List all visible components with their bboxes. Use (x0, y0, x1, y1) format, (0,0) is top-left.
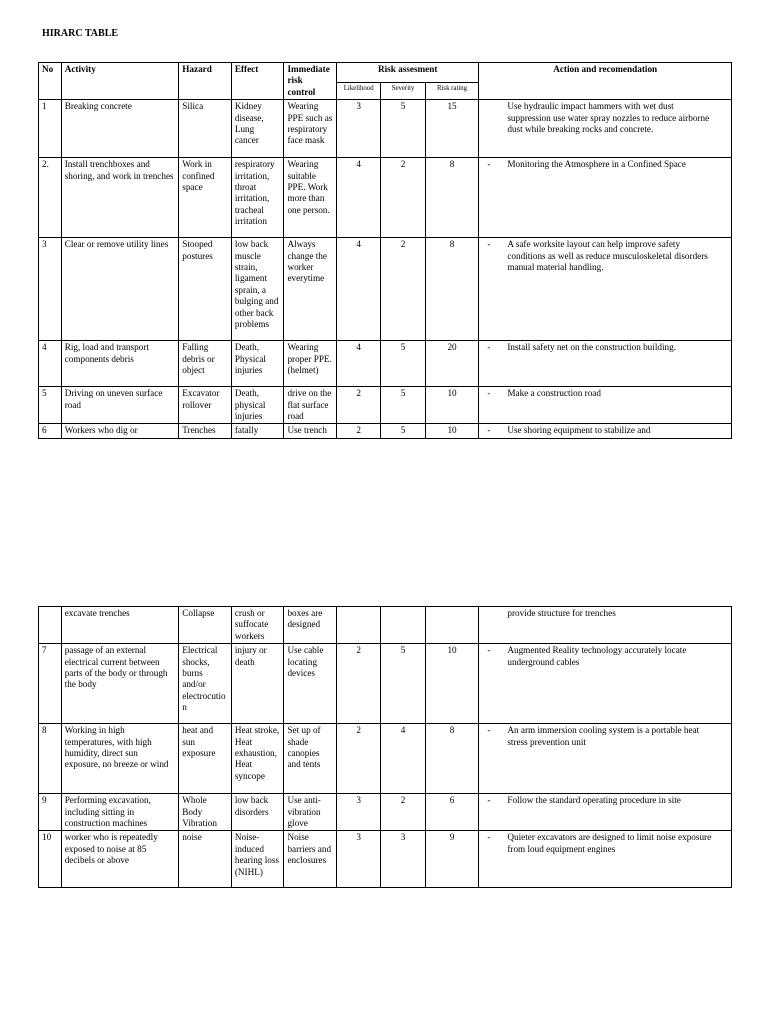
table-body-part2 (39, 607, 732, 888)
row-effect: Heat stroke, Heat exhaustion, Heat syncope (231, 724, 284, 794)
row-activity: Working in high temperatures, with high humidity, direct sun exposure, no breeze or wind (61, 724, 179, 794)
table-row (39, 341, 732, 387)
row-no: 6 (39, 424, 62, 438)
row-risk-rating: 9 (425, 831, 479, 888)
row-severity: 5 (381, 644, 425, 724)
header-risk-assessment: Risk assesment (337, 63, 479, 83)
row-severity: 5 (381, 341, 425, 387)
action-text: An arm immersion cooling system is a portable heat stress prevention unit (507, 725, 700, 747)
row-action (479, 794, 732, 831)
row-severity: 5 (381, 387, 425, 424)
row-no: 10 (39, 831, 62, 888)
row-activity: Install trenchboxes and shoring, and work in trenches (61, 158, 179, 238)
action-text: Follow the standard operating procedure in site (507, 795, 681, 806)
row-action (479, 424, 732, 438)
row-activity: Workers who dig or (61, 424, 179, 438)
row-likelihood: 2 (337, 644, 381, 724)
bullet-dash: - (487, 239, 491, 250)
bullet-dash: - (487, 645, 491, 656)
action-text: Make a construction road (507, 388, 601, 399)
row-effect: injury or death (231, 644, 284, 724)
bullet-dash: - (487, 725, 491, 736)
row-severity: 5 (381, 100, 425, 158)
header-severity: Severity (381, 82, 425, 99)
row-hazard: Whole Body Vibration (179, 794, 232, 831)
header-activity: Activity (61, 63, 179, 100)
row-control: Set up of shade canopies and tents (284, 724, 337, 794)
table-row (39, 387, 732, 424)
row-no: 4 (39, 341, 62, 387)
row-control: drive on the flat surface road (284, 387, 337, 424)
row-control: Use cable locating devices (284, 644, 337, 724)
row-control: Wearing suitable PPE. Work more than one person. (284, 158, 337, 238)
row-hazard: Collapse (179, 607, 232, 644)
row-no: 1 (39, 100, 62, 158)
header-control-line: Immediate (287, 64, 330, 74)
row-no: 9 (39, 794, 62, 831)
row-likelihood: 3 (337, 831, 381, 888)
header-effect: Effect (231, 63, 284, 100)
row-hazard: Trenches (179, 424, 232, 438)
row-control: Wearing proper PPE. (helmet) (284, 341, 337, 387)
table-row (39, 794, 732, 831)
table-row (39, 724, 732, 794)
table-row (39, 158, 732, 238)
row-effect: respiratory irritation, throat irritation, tracheal irritation (231, 158, 284, 238)
row-likelihood: 3 (337, 794, 381, 831)
row-severity: 2 (381, 238, 425, 341)
row-risk-rating: 10 (425, 644, 479, 724)
row-effect: Death, Physical injuries (231, 341, 284, 387)
row-likelihood: 2 (337, 724, 381, 794)
bullet-dash: - (487, 832, 491, 843)
row-control: Noise barriers and enclosures (284, 831, 337, 888)
header-control-line: risk (287, 75, 303, 86)
row-hazard: Work in confined space (179, 158, 232, 238)
row-risk-rating: 8 (425, 158, 479, 238)
row-likelihood: 3 (337, 100, 381, 158)
row-likelihood: 2 (337, 387, 381, 424)
header-control (284, 63, 337, 100)
row-no (39, 607, 62, 644)
row-action (479, 100, 732, 158)
action-text: A safe worksite layout can help improve safety conditions as well as reduce musculoskeletal disorders manual material handling. (507, 239, 708, 273)
row-likelihood: 4 (337, 158, 381, 238)
action-text: Use shoring equipment to stabilize and (507, 425, 651, 436)
table-body-part1 (39, 100, 732, 439)
row-activity: worker who is repeatedly exposed to noise at 85 decibels or above (61, 831, 179, 888)
action-text: provide structure for trenches (507, 608, 616, 618)
header-no: No (39, 63, 62, 100)
action-text: Install safety net on the construction building. (507, 342, 677, 353)
row-hazard: Electrical shocks, burns and/or electrocution (179, 644, 232, 724)
row-activity: Breaking concrete (61, 100, 179, 158)
hirarc-table-part1 (38, 62, 732, 439)
row-likelihood: 4 (337, 238, 381, 341)
bullet-dash: - (487, 388, 491, 399)
row-action (479, 341, 732, 387)
row-action (479, 724, 732, 794)
row-risk-rating: 15 (425, 100, 479, 158)
header-control-line: control (287, 86, 316, 97)
row-risk-rating: 8 (425, 238, 479, 341)
header-hazard: Hazard (179, 63, 232, 100)
row-activity: Clear or remove utility lines (61, 238, 179, 341)
row-activity: Rig, load and transport components debris (61, 341, 179, 387)
row-severity: 2 (381, 794, 425, 831)
table-row (39, 644, 732, 724)
row-risk-rating: 8 (425, 724, 479, 794)
action-text: Quieter excavators are designed to limit noise exposure from loud equipment engines (507, 832, 712, 854)
row-control: Always change the worker everytime (284, 238, 337, 341)
table-row (39, 100, 732, 158)
row-activity: excavate trenches (61, 607, 179, 644)
row-action (479, 387, 732, 424)
action-text: Use hydraulic impact hammers with wet dust suppression use water spray nozzles to reduce airborne dust while breaking rocks and concrete. (507, 101, 710, 135)
row-no: 7 (39, 644, 62, 724)
row-severity: 5 (381, 424, 425, 438)
action-text: Augmented Reality technology accurately locate underground cables (507, 645, 687, 667)
row-action (479, 607, 732, 644)
row-severity: 3 (381, 831, 425, 888)
row-activity: passage of an external electrical current between parts of the body or through the body (61, 644, 179, 724)
row-hazard: Stooped postures (179, 238, 232, 341)
bullet-dash: - (487, 425, 491, 436)
row-activity: Driving on uneven surface road (61, 387, 179, 424)
bullet-dash: - (487, 795, 491, 806)
row-control: boxes are designed (284, 607, 337, 644)
row-control: Use trench (284, 424, 337, 438)
row-effect: Kidney disease, Lung cancer (231, 100, 284, 158)
row-action (479, 238, 732, 341)
row-action (479, 831, 732, 888)
row-action (479, 158, 732, 238)
row-effect: low back muscle strain, ligament sprain, a bulging and other back problems (231, 238, 284, 341)
row-severity (381, 607, 425, 644)
row-hazard: Falling debris or object (179, 341, 232, 387)
row-no: 5 (39, 387, 62, 424)
row-risk-rating: 6 (425, 794, 479, 831)
row-effect: Noise-induced hearing loss (NIHL) (231, 831, 284, 888)
row-risk-rating: 20 (425, 341, 479, 387)
row-hazard: noise (179, 831, 232, 888)
row-control: Wearing PPE such as respiratory face mask (284, 100, 337, 158)
row-effect: fatally (231, 424, 284, 438)
row-control: Use anti-vibration glove (284, 794, 337, 831)
header-likelihood: Likelihood (337, 82, 381, 99)
header-risk-rating: Risk rating (425, 82, 479, 99)
row-likelihood: 4 (337, 341, 381, 387)
table-row (39, 424, 732, 438)
row-likelihood: 2 (337, 424, 381, 438)
row-risk-rating: 10 (425, 424, 479, 438)
row-hazard: Excavator rollover (179, 387, 232, 424)
row-no: 8 (39, 724, 62, 794)
table-row (39, 607, 732, 644)
bullet-dash: - (487, 342, 491, 353)
header-action: Action and recomendation (479, 63, 732, 100)
bullet-dash: - (487, 159, 491, 170)
row-hazard: heat and sun exposure (179, 724, 232, 794)
row-effect: low back disorders (231, 794, 284, 831)
action-text: Monitoring the Atmosphere in a Confined Space (507, 159, 686, 170)
row-severity: 2 (381, 158, 425, 238)
row-hazard: Silica (179, 100, 232, 158)
table-row (39, 238, 732, 341)
row-effect: Death, physical injuries (231, 387, 284, 424)
row-effect: crush or suffocate workers (231, 607, 284, 644)
document-title: HIRARC TABLE (42, 28, 119, 39)
row-no: 3 (39, 238, 62, 341)
hirarc-table-part2 (38, 606, 732, 888)
row-severity: 4 (381, 724, 425, 794)
table-row (39, 831, 732, 888)
row-action (479, 644, 732, 724)
row-activity: Performing excavation, including sitting in construction machines (61, 794, 179, 831)
row-no: 2. (39, 158, 62, 238)
row-likelihood (337, 607, 381, 644)
row-risk-rating: 10 (425, 387, 479, 424)
row-risk-rating (425, 607, 479, 644)
